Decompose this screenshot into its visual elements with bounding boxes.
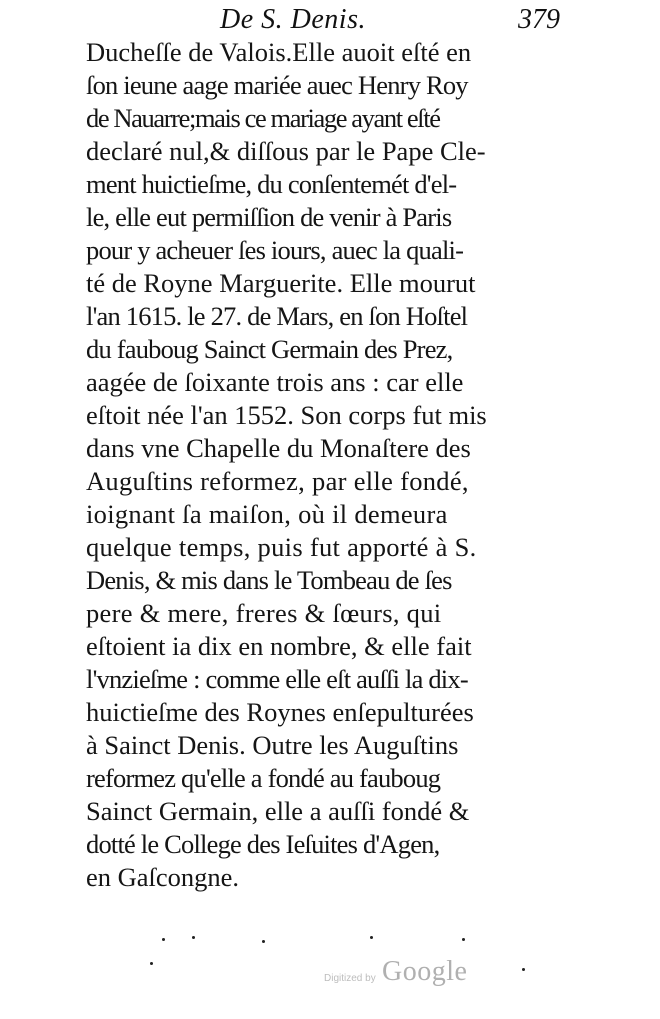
text-line: le, elle eut permiſſion de venir à Paris [86,202,452,232]
text-line: l'an 1615. le 27. de Mars, en ſon Hoſtel [86,301,468,331]
text-line: quelque temps, puis fut apporté à S. [86,532,477,562]
ink-speck [192,936,195,939]
ink-speck [262,940,265,943]
ink-speck [162,938,165,941]
text-line: l'vnzieſme : comme elle eſt auſſi la dix- [86,664,468,694]
text-line: ioignant ſa maiſon, où il demeura [86,499,448,529]
text-line: à Sainct Denis. Outre les Auguſtins [86,730,459,760]
text-line: dotté le College des Ieſuites d'Agen, [86,829,440,859]
page-number: 379 [518,4,560,35]
text-line: ſon ieune aage mariée auec Henry Roy [86,70,468,100]
text-line: dans vne Chapelle du Monaſtere des [86,433,471,463]
text-line: ment huictieſme, du conſentemét d'el- [86,169,457,199]
text-line: pere & mere, freres & ſœurs, qui [86,598,442,628]
text-line: du fauboug Sainct Germain des Prez, [86,334,453,364]
ink-speck [462,938,465,941]
text-line: Sainct Germain, elle a auſſi fondé & [86,796,470,826]
text-line: pour y acheuer ſes iours, auec la quali- [86,235,464,265]
text-line: Ducheſſe de Valois.Elle auoit eſté en [86,37,472,67]
text-line: eſtoient ia dix en nombre, & elle fait [86,631,472,661]
text-line: eſtoit née l'an 1552. Son corps fut mis [86,400,487,430]
text-line: de Nauarre;mais ce mariage ayant eſté [86,103,440,133]
ink-speck [150,962,153,965]
text-line: huictieſme des Roynes enſepulturées [86,697,474,727]
watermark-prefix: Digitized by [324,973,376,984]
text-line: té de Royne Marguerite. Elle mourut [86,268,476,298]
text-line: Denis, & mis dans le Tombeau de ſes [86,565,452,595]
text-line: aagée de ſoixante trois ans : car elle [86,367,464,397]
text-line: en Gaſcongne. [86,862,240,892]
watermark-brand: Google [382,956,468,987]
text-line: reformez qu'elle a fondé au fauboug [86,763,441,793]
ink-speck [370,936,373,939]
running-head [90,4,560,38]
running-title: De S. Denis. [220,4,366,35]
digitized-watermark [318,956,558,992]
body-text [86,36,556,894]
text-line: Auguſtins reformez, par elle fondé, [86,466,469,496]
text-line: declaré nul,& diſſous par le Pape Cle- [86,136,486,166]
